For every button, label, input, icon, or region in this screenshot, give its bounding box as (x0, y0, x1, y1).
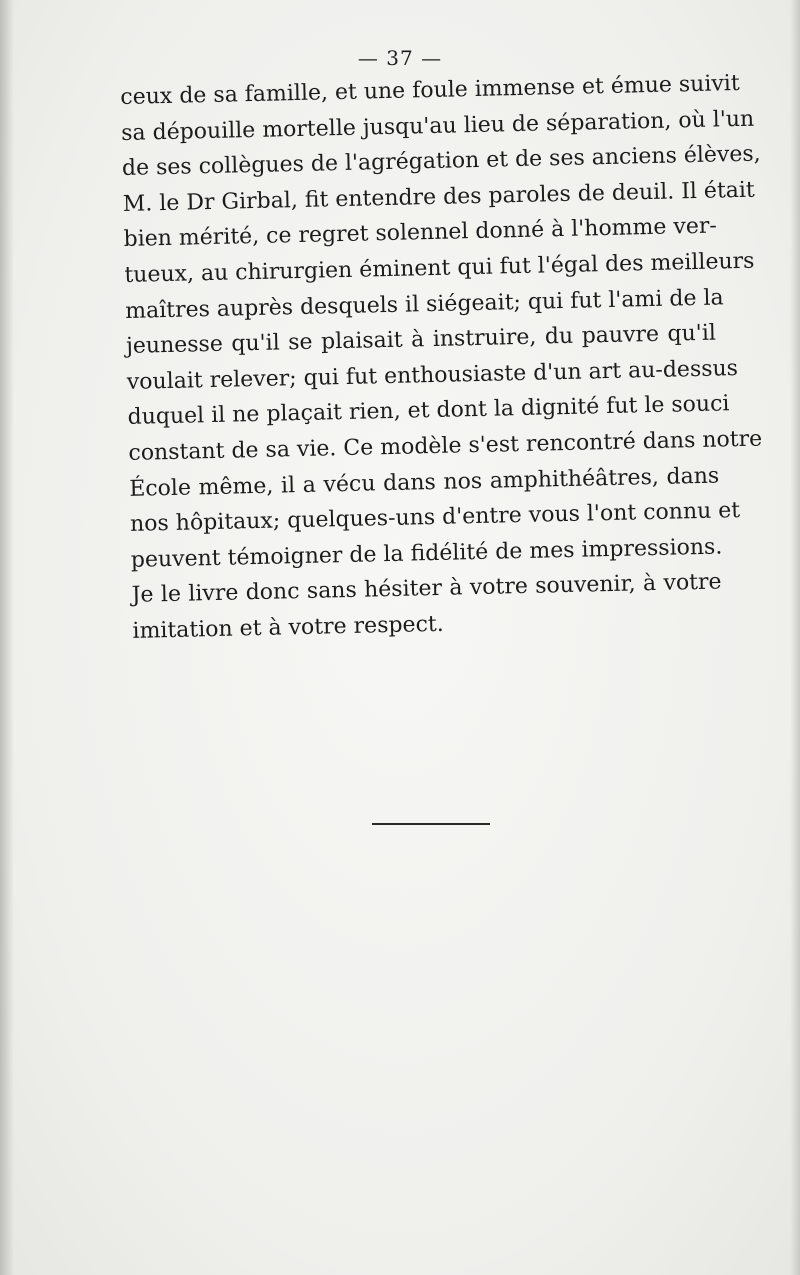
text-line: tueux, au chirurgien éminent qui fut l'égal des meilleurs (124, 248, 755, 288)
text-line: M. le Dr Girbal, fit entendre des paroles de deuil. Il était (122, 177, 756, 217)
text-line: maîtres auprès desquels il siégeait; qui fut l'ami de la (124, 284, 724, 324)
page-right-edge-shadow (790, 0, 800, 1275)
text-line: jeunesse qu'il se plaisait à instruire, du pauvre qu'il (125, 320, 717, 360)
text-line: Je le livre donc sans hésiter à votre souvenir, à votre (131, 569, 722, 609)
text-line: voulait relever; qui fut enthousiaste d'un art au-dessus (126, 355, 739, 395)
text-line: duquel il ne plaçait rien, et dont la dignité fut le souci (127, 391, 730, 431)
text-line: bien mérité, ce regret solennel donné à l'homme ver- (123, 213, 718, 253)
text-line: constant de sa vie. Ce modèle s'est rencontré dans notre (128, 426, 763, 466)
text-line: ceux de sa famille, et une foule immense et émue suivit (120, 70, 740, 110)
section-divider-rule (372, 823, 490, 825)
text-line-final: imitation et à votre respect. (132, 611, 444, 644)
text-line: École même, il a vécu dans nos amphithéâtres, dans (128, 463, 720, 502)
page-number: — 37 — (357, 46, 443, 70)
text-line: de ses collègues de l'agrégation et de ses anciens élèves, (121, 141, 761, 182)
page-left-edge-shadow (0, 0, 14, 1275)
body-paragraph (120, 67, 763, 650)
text-line: sa dépouille mortelle jusqu'au lieu de séparation, où l'un (120, 106, 755, 146)
text-line: nos hôpitaux; quelques-uns d'entre vous l'ont connu et (129, 498, 741, 538)
text-line: peuvent témoigner de la fidélité de mes impressions. (130, 534, 723, 573)
